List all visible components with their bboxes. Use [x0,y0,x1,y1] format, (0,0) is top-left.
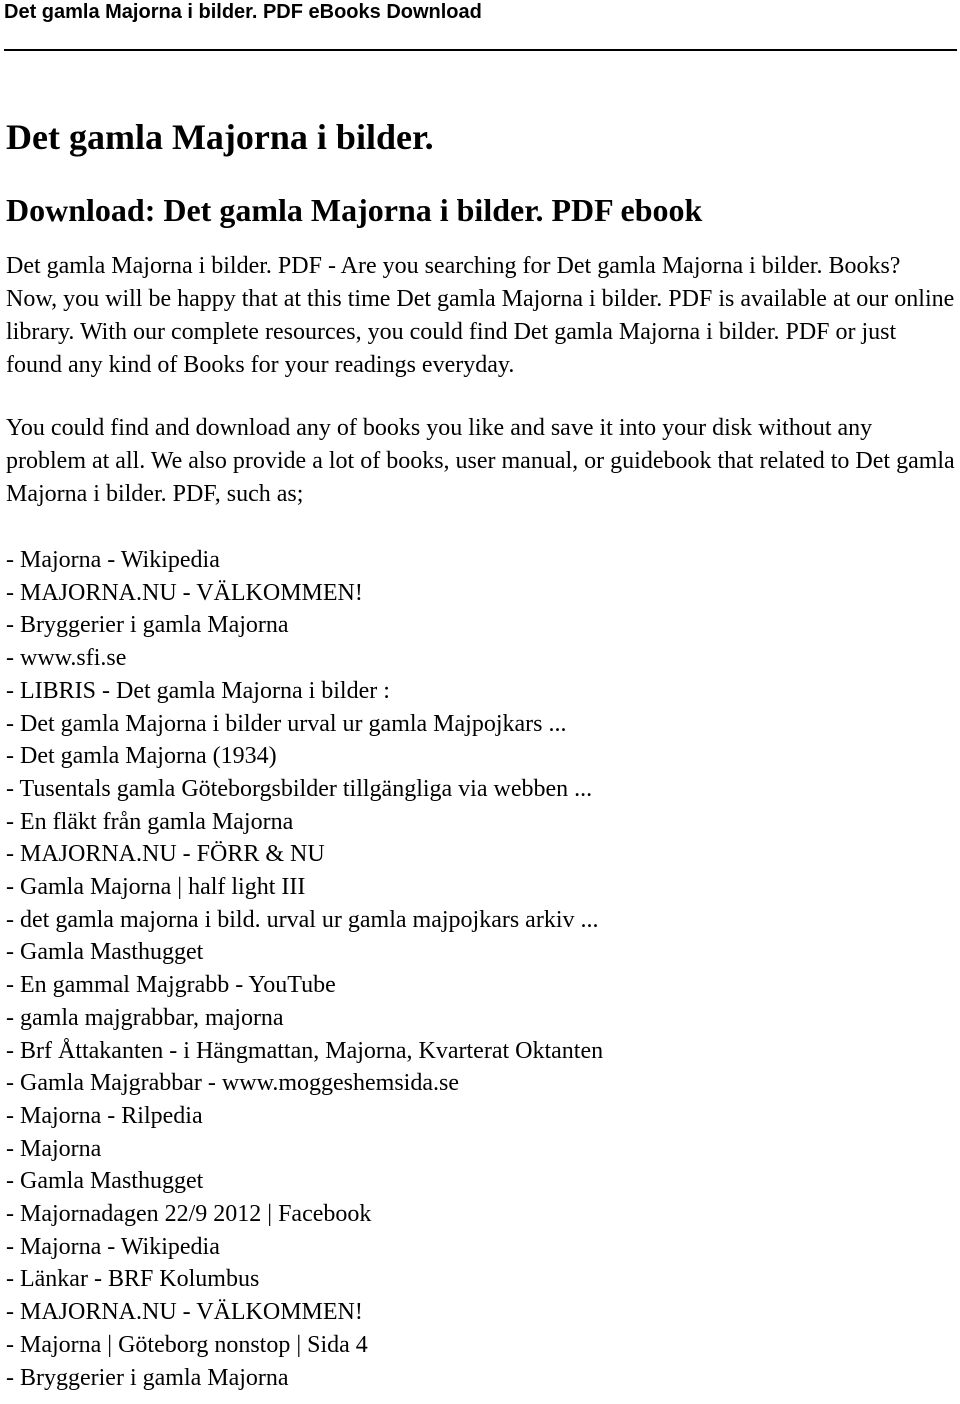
list-item: - En gammal Majgrabb - YouTube [6,972,336,999]
list-item: - En fläkt från gamla Majorna [6,808,294,835]
list-item: - Gamla Majorna | half light III [6,874,306,901]
description-paragraph: You could find and download any of books you like and save it into your disk without any problem at all. We also provide a lot of books, user manual, or guidebook that related to Det gamla Majorna i bilder. PDF, such as; [6,415,955,507]
list-item: - LIBRIS - Det gamla Majorna i bilder : [6,677,390,704]
page-header-title: Det gamla Majorna i bilder. PDF eBooks Download [4,1,482,23]
list-item: - MAJORNA.NU - FÖRR & NU [6,841,325,868]
list-item: - MAJORNA.NU - VÄLKOMMEN! [6,579,363,606]
list-item: - gamla majgrabbar, majorna [6,1004,284,1031]
list-item: - MAJORNA.NU - VÄLKOMMEN! [6,1299,363,1326]
intro-paragraph: Det gamla Majorna i bilder. PDF - Are you searching for Det gamla Majorna i bilder. Books? Now, you will be happy that at this time Det gamla Majorna i bilder. PDF is available at our online library. With our complete resources, you could find Det gamla Majorna i bilder. PDF or just found any kind of Books for your readings everyday. [6,253,955,378]
list-item: - Majorna | Göteborg nonstop | Sida 4 [6,1331,368,1358]
list-item: - Gamla Masthugget [6,939,204,966]
list-item: - Det gamla Majorna i bilder urval ur gamla Majpojkars ... [6,710,567,737]
list-item: - Bryggerier i gamla Majorna [6,612,289,639]
list-item: - Majorna - Wikipedia [6,1233,220,1260]
document-title: Det gamla Majorna i bilder. [6,117,434,157]
list-item: - Brf Åttakanten - i Hängmattan, Majorna, Kvarterat Oktanten [6,1037,604,1064]
download-heading: Download: Det gamla Majorna i bilder. PDF ebook [6,192,703,228]
list-item: - Majorna [6,1135,102,1162]
list-item: - Majorna - Wikipedia [6,547,220,573]
list-item: - Majornadagen 22/9 2012 | Facebook [6,1201,372,1228]
list-item: - Gamla Masthugget [6,1168,204,1195]
list-item: - Gamla Majgrabbar - www.moggeshemsida.se [6,1070,459,1097]
list-item: - Tusentals gamla Göteborgsbilder tillgängliga via webben ... [6,775,593,802]
list-item: - Majorna - Rilpedia [6,1102,203,1129]
related-links-list [6,544,956,1394]
list-item: - Länkar - BRF Kolumbus [6,1266,260,1293]
header-divider [4,49,957,51]
list-item: - Det gamla Majorna (1934) [6,743,277,770]
document-body [6,113,956,1394]
list-item: - det gamla majorna i bild. urval ur gamla majpojkars arkiv ... [6,906,599,933]
list-item: - Bryggerier i gamla Majorna [6,1364,289,1391]
list-item: - www.sfi.se [6,645,127,672]
